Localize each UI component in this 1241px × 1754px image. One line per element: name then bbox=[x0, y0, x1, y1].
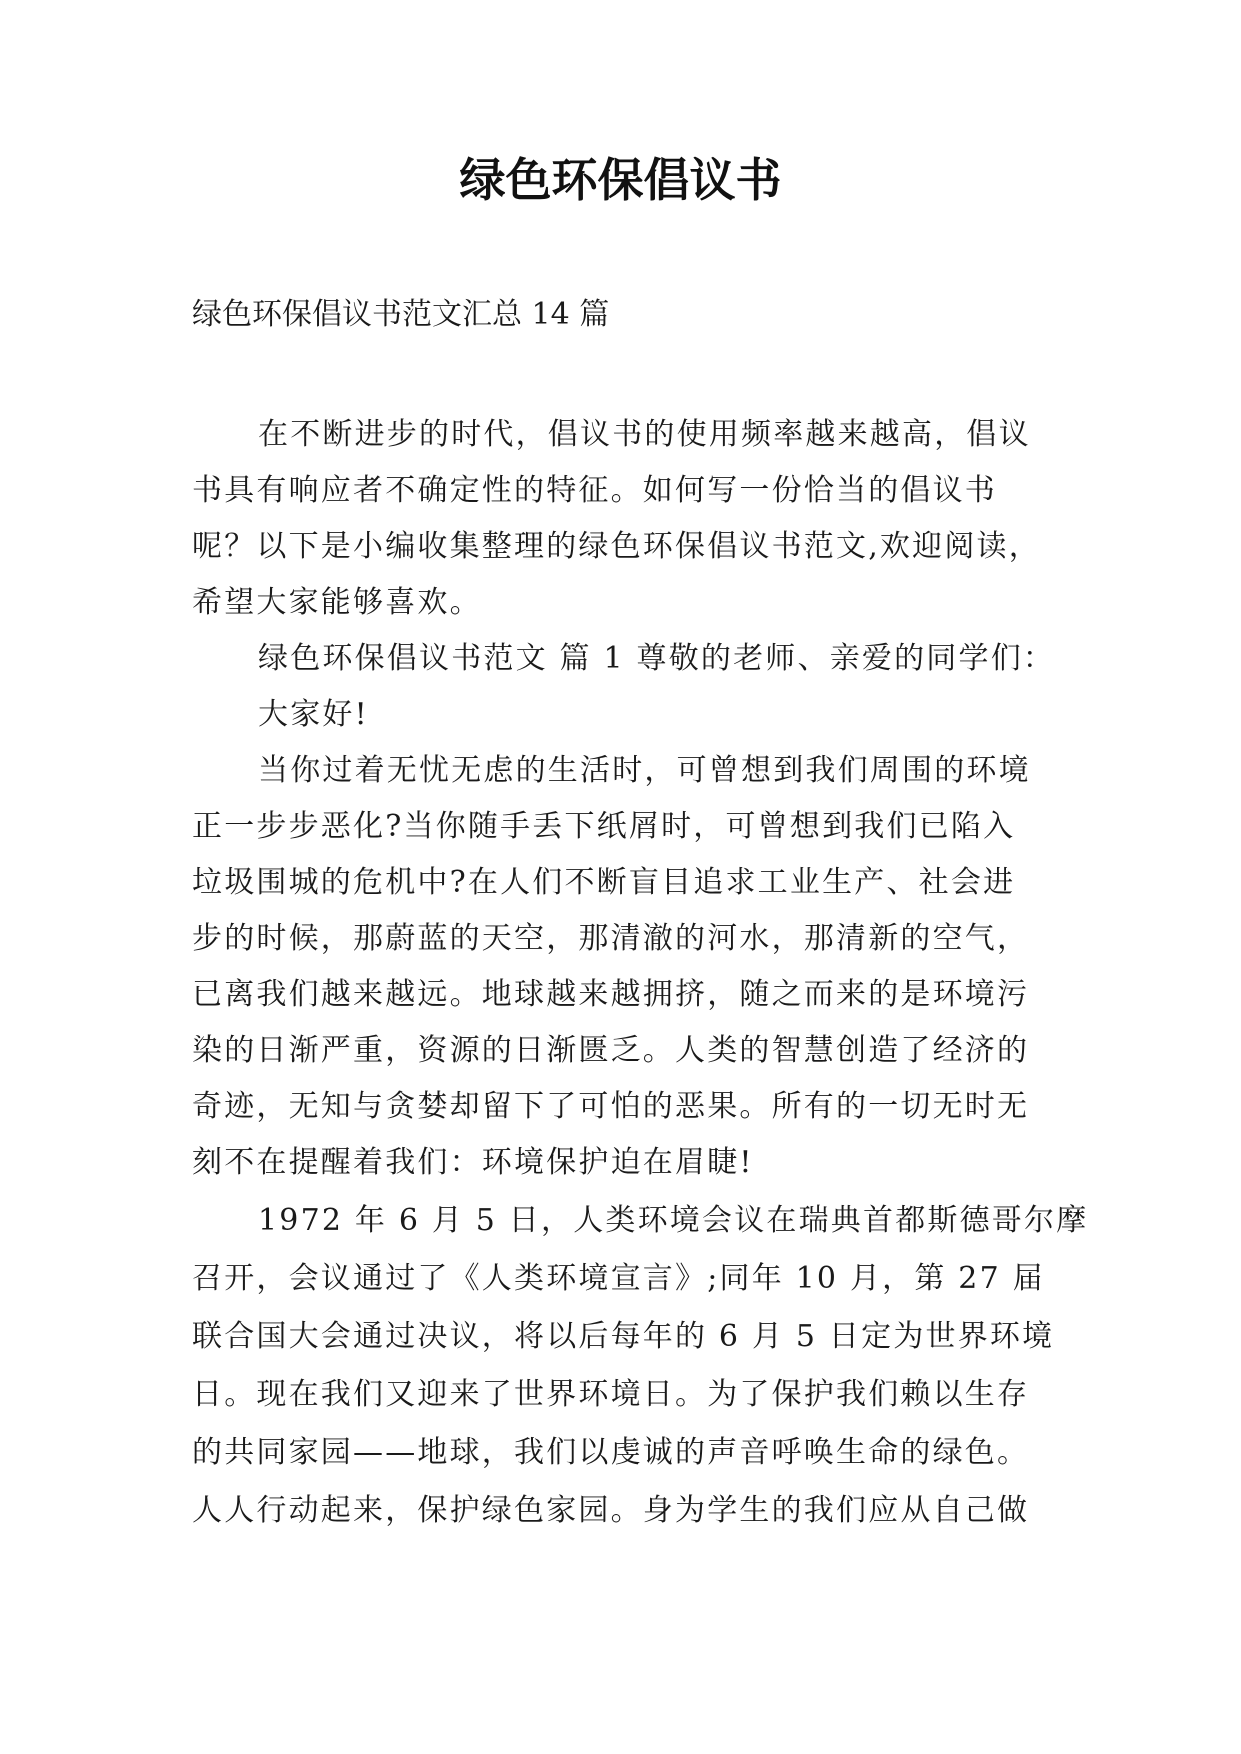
paragraph-line: 呢？以下是小编收集整理的绿色环保倡议书范文,欢迎阅读， bbox=[192, 529, 1041, 564]
paragraph-line: 正一步步恶化?当你随手丢下纸屑时，可曾想到我们已陷入 bbox=[192, 809, 1016, 844]
paragraph-line: 召开，会议通过了《人类环境宣言》;同年 10 月，第 27 届 bbox=[192, 1261, 1045, 1296]
paragraph-line: 刻不在提醒着我们：环境保护迫在眉睫! bbox=[192, 1145, 754, 1180]
paragraph-line: 日。现在我们又迎来了世界环境日。为了保护我们赖以生存 bbox=[192, 1377, 1030, 1412]
document-title: 绿色环保倡议书 bbox=[459, 153, 782, 207]
paragraph-line: 已离我们越来越远。地球越来越拥挤，随之而来的是环境污 bbox=[192, 977, 1030, 1012]
paragraph-line: 奇迹，无知与贪婪却留下了可怕的恶果。所有的一切无时无 bbox=[192, 1089, 1030, 1124]
paragraph-line: 当你过着无忧无虑的生活时，可曾想到我们周围的环境 bbox=[258, 753, 1031, 788]
paragraph-line: 联合国大会通过决议，将以后每年的 6 月 5 日定为世界环境 bbox=[192, 1319, 1055, 1354]
paragraph-line: 人人行动起来，保护绿色家园。身为学生的我们应从自己做 bbox=[192, 1493, 1030, 1528]
paragraph-line: 染的日渐严重，资源的日渐匮乏。人类的智慧创造了经济的 bbox=[192, 1033, 1030, 1068]
paragraph-line: 在不断进步的时代，倡议书的使用频率越来越高，倡议 bbox=[258, 417, 1031, 452]
paragraph-line: 书具有响应者不确定性的特征。如何写一份恰当的倡议书 bbox=[192, 473, 997, 508]
paragraph-line: 希望大家能够喜欢。 bbox=[192, 585, 482, 620]
paragraph-line: 绿色环保倡议书范文 篇 1 尊敬的老师、亲爱的同学们： bbox=[258, 641, 1056, 676]
paragraph-line: 步的时候，那蔚蓝的天空，那清澈的河水，那清新的空气， bbox=[192, 921, 1030, 956]
paragraph-line: 大家好! bbox=[258, 697, 369, 732]
document-subtitle: 绿色环保倡议书范文汇总 14 篇 bbox=[192, 297, 610, 332]
paragraph-line: 1972 年 6 月 5 日，人类环境会议在瑞典首都斯德哥尔摩 bbox=[258, 1203, 1089, 1238]
paragraph-line: 垃圾围城的危机中?在人们不断盲目追求工业生产、社会进 bbox=[192, 865, 1016, 900]
paragraph-line: 的共同家园——地球，我们以虔诚的声音呼唤生命的绿色。 bbox=[192, 1435, 1030, 1470]
